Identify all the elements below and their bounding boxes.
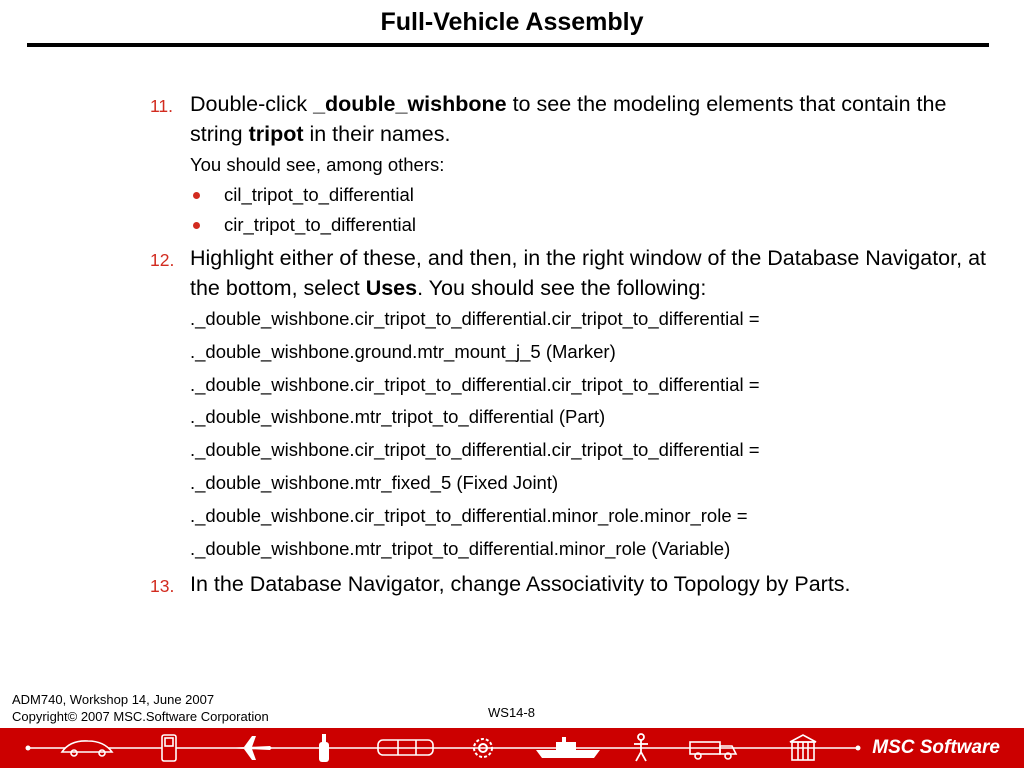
code-line: ._double_wishbone.mtr_fixed_5 (Fixed Joint): [190, 471, 559, 493]
slide-content: [150, 89, 990, 599]
list-item: cir_tripot_to_differential: [150, 213, 990, 237]
step-11: 11. Double-click _double_wishbone to see the modeling elements that contain the string tripot in their names.: [150, 92, 947, 146]
page-number: WS14-8: [488, 705, 535, 720]
brand-band: [0, 728, 1024, 768]
plane-icon: [225, 736, 272, 760]
bottle-icon: [319, 734, 329, 762]
brand-icons-strip: [0, 728, 1024, 768]
code-line: ._double_wishbone.cir_tripot_to_differential.cir_tripot_to_differential =: [190, 373, 760, 395]
footer-copyright: Copyright© 2007 MSC.Software Corporation: [12, 709, 269, 724]
bullet-icon: [193, 222, 200, 229]
list-item: cil_tripot_to_differential: [150, 183, 990, 207]
step-number: 12.: [150, 250, 175, 270]
title-rule: [27, 43, 989, 47]
code-line: ._double_wishbone.cir_tripot_to_differential.cir_tripot_to_differential =: [190, 308, 760, 329]
code-line: ._double_wishbone.mtr_tripot_to_differential.minor_role (Variable): [190, 537, 731, 559]
code-line: ._double_wishbone.mtr_tripot_to_differential (Part): [190, 406, 606, 428]
step-number: 11.: [150, 96, 174, 116]
step-13: 13. In the Database Navigator, change Associativity to Topology by Parts.: [150, 569, 990, 599]
car-icon: [62, 741, 112, 756]
step-11-note: You should see, among others:: [190, 154, 445, 175]
code-line: ._double_wishbone.ground.mtr_mount_j_5 (Marker): [190, 340, 616, 362]
msc-logo: MSC Software: [872, 737, 1000, 758]
footer-info: [12, 691, 269, 725]
phone-icon: [162, 735, 176, 761]
footer-course: ADM740, Workshop 14, June 2007: [12, 692, 215, 707]
step-number: 13.: [150, 576, 175, 597]
truck-icon: [690, 742, 736, 759]
step-12: 12. Highlight either of these, and then, in the right window of the Database Navigator, at the bottom, select Uses. You should see the following:: [150, 246, 986, 300]
code-line: ._double_wishbone.cir_tripot_to_differential.cir_tripot_to_differential =: [190, 439, 760, 461]
code-line: ._double_wishbone.cir_tripot_to_differential.minor_role.minor_role =: [190, 504, 748, 526]
bullet-icon: [193, 192, 200, 199]
page-title: Full-Vehicle Assembly: [380, 8, 644, 36]
